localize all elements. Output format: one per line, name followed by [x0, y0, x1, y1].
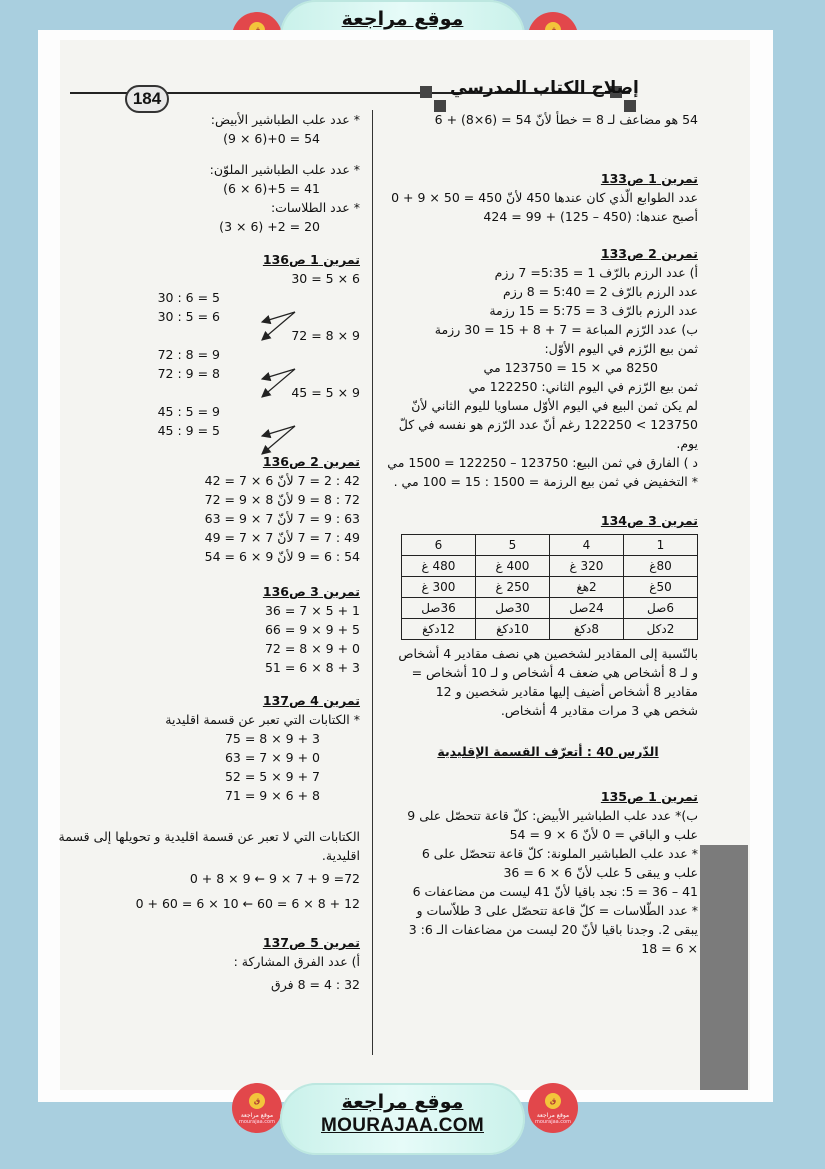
equation: 5 + 9 × 9 = 66: [264, 622, 360, 637]
text-line: عدد الرزم بالرّف 3 = 5:75 = 15 رزمة: [489, 303, 698, 318]
paragraph: لم يكن ثمن البيع في اليوم الأوّل مساويا لليوم الثاني لأنّ 123750 > 122250 رغم أنّ عدد الرّزم هو نفسه في كلّ يوم.: [398, 398, 698, 451]
text-line: * عدد علب الطباشير الملوّن:: [209, 162, 360, 177]
table-cell: 50غ: [624, 577, 698, 598]
logo-icon: ق: [249, 1093, 265, 1109]
site-name-latin[interactable]: MOURAJAA.COM: [321, 1115, 484, 1136]
text-line: ثمن بيع الرّزم في اليوم الأوّل:: [544, 341, 698, 356]
equation: 9 = 8 : 72: [157, 347, 220, 362]
text-line: أصبح عندها: (450 – 125) + 99 = 424: [483, 209, 698, 224]
table-cell: 320 غ: [550, 556, 624, 577]
table-cell: 80غ: [624, 556, 698, 577]
table-row: [402, 619, 698, 640]
table-row: [402, 577, 698, 598]
table-cell: 1: [624, 535, 698, 556]
text-line: * التخفيض في ثمن بيع الرزمة = 1500 : 15 = 100 مي .: [393, 474, 698, 489]
text-line: أ) عدد الرزم بالرّف 1 = 5:35= 7 رزم: [494, 265, 698, 280]
text-line: * الكتابات التي تعبر عن قسمة اقليدية: [165, 712, 360, 727]
paragraph: الكتابات التي لا تعبر عن قسمة اقليدية و تحويلها إلى قسمة اقليدية.: [58, 829, 360, 863]
exercise-title: تمرين 5 ص137: [262, 935, 360, 950]
text-line: ثمن بيع الرّزم في اليوم الثاني: 122250 مي: [468, 379, 698, 394]
equation: 5 = 9 : 45: [157, 423, 220, 438]
table-cell: 6: [402, 535, 476, 556]
table-row: [402, 556, 698, 577]
exercise-title: تمرين 3 ص134: [600, 513, 698, 528]
exercise-title: تمرين 1 ص135: [600, 789, 698, 804]
equation: 1 + 5 × 7 = 36: [264, 603, 360, 618]
table-cell: 480 غ: [402, 556, 476, 577]
table-cell: 5: [476, 535, 550, 556]
site-logo-left-bottom: ق موقع مراجعة mourajaa.com: [232, 1083, 282, 1133]
site-banner-bottom[interactable]: [280, 1083, 525, 1155]
paragraph: بالنّسبة إلى المقادير لشخصين هي نصف مقادير 4 أشخاص و لـ 8 أشخاص هي ضعف 4 أشخاص و لـ 10 أشخاص = مقادير 8 أشخاص أضيف إليها مقادير شخصين و 12 شخص هي 3 مرات مقادير 4 أشخاص.: [398, 646, 698, 718]
site-name-arabic: موقع مراجعة: [341, 1091, 464, 1113]
text-line: * عدد الطلاسات:: [270, 200, 360, 215]
arrows-diagram: [200, 310, 320, 430]
equation: 41 = 5+(6 × 6): [223, 181, 320, 196]
equation: 8 + 6 × 9 = 71: [224, 788, 320, 803]
paragraph: * عدد الطّلاسات = كلّ قاعة تتحصّل على 3 طلاّسات و يبقى 2. وجدنا باقيا لأنّ 20 ليست من مضاعفات الـ 6: 3 × 6 = 18: [408, 903, 698, 956]
equation: 8 = 9 : 72: [157, 366, 220, 381]
equation: 72= 9 + 7 × 9 ← 9 × 8 + 0: [189, 871, 360, 886]
table-row: [402, 535, 698, 556]
page-edge-shadow: [700, 845, 748, 1090]
header-squares-icon: [420, 86, 446, 112]
table-row: [402, 598, 698, 619]
equation: 3 + 9 × 8 = 75: [224, 731, 320, 746]
text-line: * عدد علب الطباشير الأبيض:: [210, 112, 360, 127]
text-line: ب) عدد الرّزم المباعة = 7 + 8 + 15 = 30 رزمة: [434, 322, 698, 337]
exercise-title: تمرين 2 ص136: [262, 454, 360, 469]
arrow-line: [262, 369, 295, 397]
equation: 63 : 9 = 7 لأنّ 7 × 9 = 63: [204, 511, 360, 526]
table-cell: 24صل: [550, 598, 624, 619]
equation: 9 = 5 : 45: [157, 404, 220, 419]
equation: 6 × 5 = 30: [291, 271, 360, 286]
equation: 20 = 2+ (6 × 3): [219, 219, 320, 234]
table-cell: 36صل: [402, 598, 476, 619]
equation: 3 + 8 × 6 = 51: [264, 660, 360, 675]
text-line: عدد الرزم بالرّف 2 = 5:40 = 8 رزم: [502, 284, 698, 299]
equation: 32 : 4 = 8 فرق: [271, 977, 360, 992]
equation: 0 + 9 × 7 = 63: [224, 750, 320, 765]
arrow-line: [262, 312, 295, 340]
arrow-line: [262, 369, 295, 379]
exercise-title: تمرين 2 ص133: [600, 246, 698, 261]
equation: 72 : 8 = 9 لأنّ 8 × 9 = 72: [204, 492, 360, 507]
table-cell: 8دكغ: [550, 619, 624, 640]
table-cell: 400 غ: [476, 556, 550, 577]
table-cell: 300 غ: [402, 577, 476, 598]
table-cell: 4: [550, 535, 624, 556]
logo-icon: ق: [545, 1093, 561, 1109]
equation: 8250 مي × 15 = 123750 مي: [483, 360, 658, 375]
table-cell: 10دكغ: [476, 619, 550, 640]
text-line: أ) عدد الفرق المشاركة :: [233, 954, 360, 969]
lesson-title: الدّرس 40 : أتعرّف القسمة الإقليدية: [437, 744, 659, 759]
site-logo-right-bottom: ق موقع مراجعة mourajaa.com: [528, 1083, 578, 1133]
equation: 54 = 0+(6 × 9): [223, 131, 320, 146]
equation: 12 + 8 × 6 = 60 ← 10 × 6 = 60 + 0: [135, 896, 360, 911]
table-cell: 6صل: [624, 598, 698, 619]
table-cell: 250 غ: [476, 577, 550, 598]
left-column: [55, 110, 360, 994]
text-line: د ) الفارق في ثمن البيع: 123750 – 122250 = 1500 مي: [387, 455, 698, 470]
paragraph: ب)* عدد علب الطباشير الأبيض: كلّ قاعة تتحصّل على 9 علب و الباقي = 0 لأنّ 6 × 9 = 54: [407, 808, 698, 842]
paragraph: * عدد علب الطباشير الملونة: كلّ قاعة تتحصّل على 6 علب و يبقى 5 علب لأنّ 6 × 6 = 36: [421, 846, 698, 880]
text-line: عدد الطوابع الّذي كان عندها 450 لأنّ 450 = 50 × 9 + 0: [391, 190, 698, 205]
exercise-title: تمرين 4 ص137: [262, 693, 360, 708]
page-number: 184: [125, 85, 169, 113]
arrow-line: [262, 312, 295, 322]
exercise-title: تمرين 1 ص136: [262, 252, 360, 267]
text-line: 41 – 36 = 5: نجد باقيا لأنّ 41 ليست من مضاعفات 6: [412, 884, 698, 899]
text-line: 54 هو مضاعف لـ 8 = خطأ لأنّ 54 = (6×8) + 6: [434, 112, 698, 127]
equation: 9 × 8 = 72: [291, 328, 360, 343]
right-column: [387, 110, 698, 958]
equation: 54 : 6 = 9 لأنّ 9 × 6 = 54: [204, 549, 360, 564]
equation: 49 : 7 = 7 لأنّ 7 × 7 = 49: [204, 530, 360, 545]
table-cell: 2دكل: [624, 619, 698, 640]
equation: 7 + 9 × 5 = 52: [224, 769, 320, 784]
site-name-arabic: موقع مراجعة: [341, 8, 464, 30]
table-cell: 30صل: [476, 598, 550, 619]
column-divider: [372, 110, 373, 1055]
table-cell: 12دكغ: [402, 619, 476, 640]
equation: 5 = 6 : 30: [157, 290, 220, 305]
page-title: إصلاح الكتاب المدرسي: [450, 78, 639, 98]
equation: 6 = 5 : 30: [157, 309, 220, 324]
table-cell: 2هغ: [550, 577, 624, 598]
exercise-title: تمرين 1 ص133: [600, 171, 698, 186]
exercise-title: تمرين 3 ص136: [262, 584, 360, 599]
equation: 9 × 5 = 45: [291, 385, 360, 400]
equation: 42 : 2 = 7 لأنّ 6 × 7 = 42: [204, 473, 360, 488]
equation: 0 + 9 × 8 = 72: [264, 641, 360, 656]
quantities-table: [401, 534, 698, 640]
